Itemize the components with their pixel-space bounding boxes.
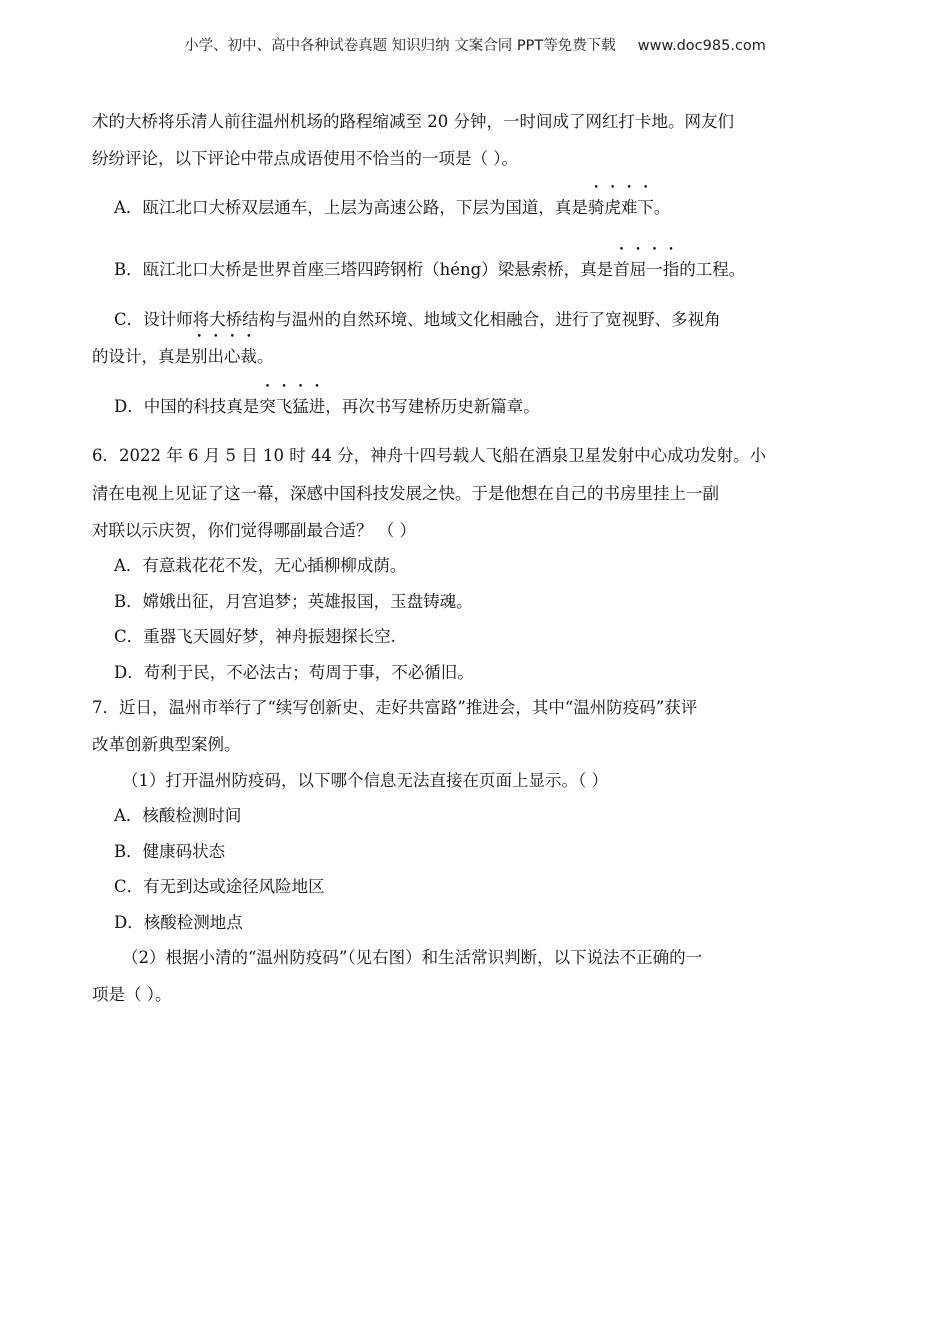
q5-option-d-end: ，再次书写建桥历史新篇章。: [325, 397, 540, 416]
q7-sub-question-2-line-1: （2）根据小清的“温州防疫码”（见右图）和生活常识判断，以下说法不正确的一: [122, 948, 703, 967]
q5-option-a-end: 。: [653, 198, 671, 217]
dotted-char: 出: [207, 347, 224, 366]
q7-option-b: B．健康码状态: [114, 842, 226, 861]
q5-stem-line-1: 术的大桥将乐清人前往温州机场的路程缩减至 20 分钟，一时间成了网红打卡地。网友们: [92, 112, 734, 131]
dotted-char: 裁: [240, 347, 257, 366]
dotted-char: 飞: [275, 397, 293, 416]
dotted-char: 进: [308, 397, 326, 416]
dotted-char: 虎: [604, 198, 621, 217]
q5-option-b-text: B．瓯江北口大桥是世界首座三塔四跨钢桁（héng）梁悬索桥，真是: [114, 260, 614, 279]
q6-option-c: C．重器飞天圆好梦，神舟振翅探长空.: [114, 627, 396, 646]
dotted-char: 一: [646, 260, 663, 279]
q7-stem-line-2: 改革创新典型案例。: [92, 735, 241, 754]
q6-stem-line-2: 清在电视上见证了这一幕，深感中国科技发展之快。于是他想在自己的书房里挂上一副: [92, 484, 719, 503]
dotted-char: 别: [191, 347, 208, 366]
page-header: [0, 34, 950, 55]
q7-option-d: D．核酸检测地点: [114, 913, 243, 932]
q7-option-c: C．有无到达或途径风险地区: [114, 877, 325, 896]
q5-option-b: [114, 259, 745, 281]
q7-sub-question-1: （1）打开温州防疫码，以下哪个信息无法直接在页面上显示。（ ）: [122, 771, 608, 790]
q5-option-d: [114, 396, 540, 418]
dotted-char: 难: [620, 198, 638, 217]
q5-option-c-line-1: C．设计师将大桥结构与温州的自然环境、地域文化相融合，进行了宽视野、多视角: [114, 310, 721, 329]
dotted-char: 指: [662, 260, 680, 279]
q5-option-a-text: A．瓯江北口大桥双层通车，上层为高速公路，下层为国道，真是: [114, 198, 588, 217]
dotted-char: 下: [637, 198, 654, 217]
q6-option-a: A．有意栽花花不发，无心插柳柳成荫。: [114, 556, 407, 575]
q5-option-b-end: 的工程。: [679, 260, 746, 279]
q5-option-a: [114, 197, 670, 219]
q5-stem-line-2: 纷纷评论，以下评论中带点成语使用不恰当的一项是（ ）。: [92, 149, 518, 168]
q7-stem-line-1: 7．近日，温州市举行了“续写创新史、走好共富路”推进会，其中“温州防疫码”获评: [92, 698, 698, 717]
dotted-char: 突: [259, 397, 276, 416]
dotted-char: 骑: [587, 198, 605, 217]
q5-option-d-text: D．中国的科技真是: [114, 397, 260, 416]
header-text: 小学、初中、高中各种试卷真题 知识归纳 文案合同 PPT等免费下载: [184, 38, 616, 54]
q6-option-b: B．嫦娥出征，月宫追梦；英雄报国，玉盘铸魂。: [114, 592, 473, 611]
q7-option-a: A．核酸检测时间: [114, 806, 242, 825]
q5-option-c-text: 的设计，真是: [92, 347, 191, 366]
q5-option-c-line-2: [92, 346, 274, 368]
q6-option-d: D．苟利于民，不必法古；苟周于事，不必循旧。: [114, 663, 474, 682]
header-site: www.doc985.com: [637, 38, 766, 54]
dotted-char: 猛: [292, 397, 309, 416]
q5-option-c-end: 。: [257, 347, 274, 366]
q6-stem-line-3: 对联以示庆贺，你们觉得哪副最合适？ （ ）: [92, 521, 416, 540]
q7-sub-question-2-line-2: 项是（ ）。: [92, 985, 172, 1004]
dotted-char: 心: [224, 347, 241, 366]
q6-stem-line-1: 6．2022 年 6 月 5 日 10 时 44 分，神舟十四号载人飞船在酒泉卫星发射中心成功发射。小: [92, 446, 767, 465]
dotted-char: 首: [613, 260, 630, 279]
dotted-char: 屈: [629, 260, 647, 279]
